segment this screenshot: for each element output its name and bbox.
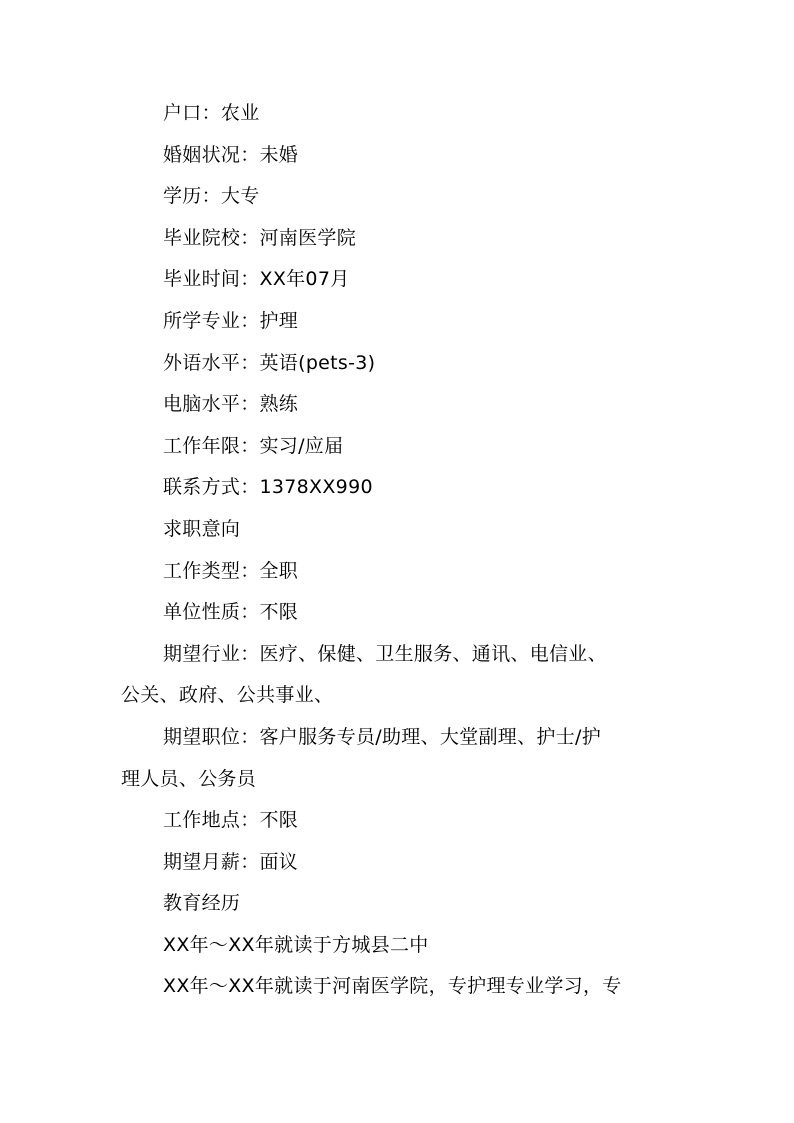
field-computer-skill: 电脑水平：熟练 <box>163 393 299 416</box>
section-heading-job-intention: 求职意向 <box>163 517 241 540</box>
field-work-location: 工作地点：不限 <box>163 809 299 832</box>
field-foreign-language: 外语水平：英语(pets-3) <box>163 351 376 374</box>
field-company-type: 单位性质：不限 <box>163 601 299 624</box>
field-desired-position-continued: 理人员、公务员 <box>121 767 257 790</box>
field-graduation-date: 毕业时间：XX年07月 <box>163 268 350 291</box>
section-heading-education: 教育经历 <box>163 892 241 915</box>
education-entry: XX年～XX年就读于方城县二中 <box>163 933 429 956</box>
field-desired-position: 期望职位：客户服务专员/助理、大堂副理、护士/护 <box>163 725 602 748</box>
education-entry: XX年～XX年就读于河南医学院，专护理专业学习，专 <box>163 975 622 998</box>
field-education: 学历：大专 <box>163 185 260 208</box>
field-marital-status: 婚姻状况：未婚 <box>163 143 299 166</box>
field-desired-salary: 期望月薪：面议 <box>163 850 299 873</box>
field-hukou: 户口：农业 <box>163 102 260 124</box>
field-school: 毕业院校：河南医学院 <box>163 226 357 249</box>
field-desired-industry: 期望行业：医疗、保健、卫生服务、通讯、电信业、 <box>163 642 607 665</box>
field-desired-industry-continued: 公关、政府、公共事业、 <box>121 684 334 707</box>
field-contact: 联系方式：1378XX990 <box>163 476 373 499</box>
field-work-years: 工作年限：实习/应届 <box>163 434 344 457</box>
document-body <box>121 93 681 1008</box>
field-major: 所学专业：护理 <box>163 309 299 332</box>
field-job-type: 工作类型：全职 <box>163 559 299 582</box>
